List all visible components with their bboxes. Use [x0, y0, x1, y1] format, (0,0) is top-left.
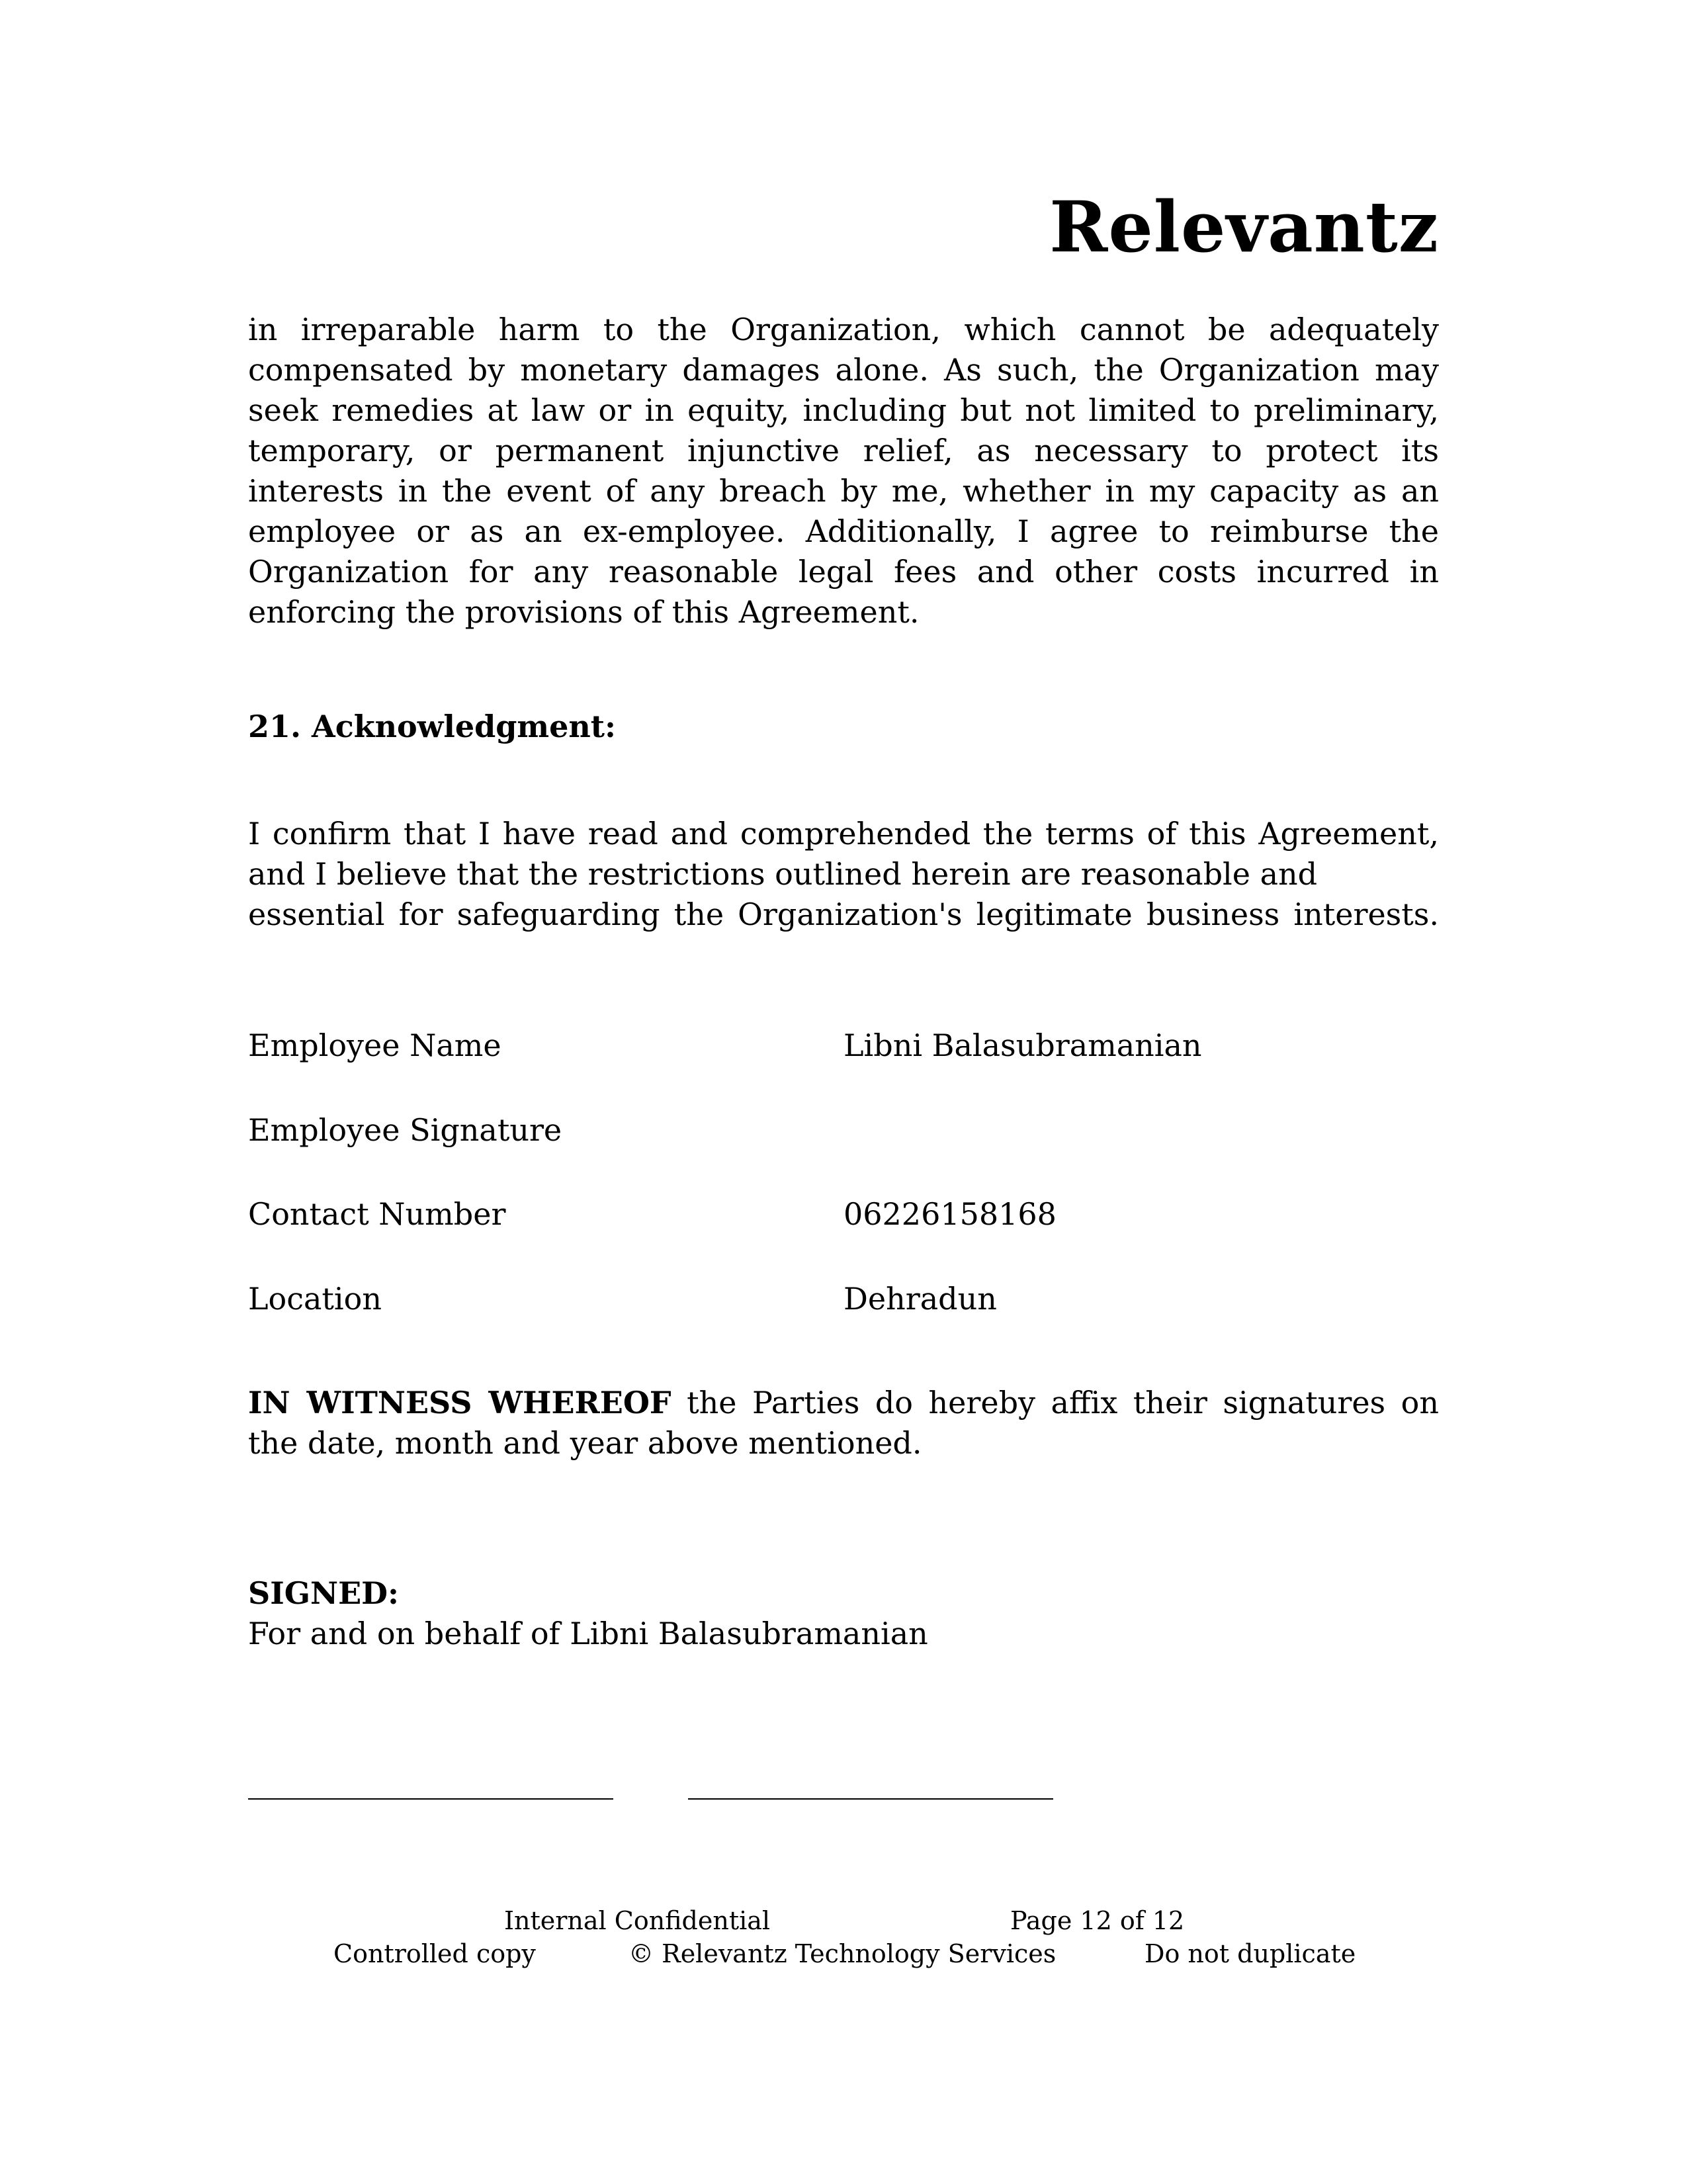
contact-number-row [248, 1194, 1439, 1235]
employee-name-label: Employee Name [248, 1027, 501, 1063]
acknowledgment-text-main: I confirm that I have read and comprehended the terms of this Agreement, and I believe that the restrictions outlined herein are reasonable and [248, 816, 1439, 892]
witness-paragraph [248, 1383, 1439, 1463]
signature-line-right [688, 1798, 1053, 1800]
acknowledgment-text-last: essential for safeguarding the Organization's legitimate business interests. [248, 896, 1439, 932]
footer-copy-status: Controlled copy [333, 1939, 536, 1968]
clause-continuation-paragraph: in irreparable harm to the Organization, which cannot be adequately compensated by monetary damages alone. As such, the Organization may seek remedies at law or in equity, including but not limited to preliminary, temporary, or permanent injunctive relief, as necessary to protect its interests in the event of any breach by me, whether in my capacity as an employee or as an ex-employee. Additionally, I agree to reimburse the Organization for any reasonable legal fees and other costs incurred in enforcing the provisions of this Agreement. [248, 312, 1439, 630]
contact-number-label: Contact Number [248, 1196, 506, 1232]
footer-classification: Internal Confidential [504, 1906, 771, 1935]
section-heading-acknowledgment: 21. Acknowledgment: [248, 709, 617, 744]
employee-name-value: Libni Balasubramanian [844, 1027, 1202, 1063]
witness-lead: IN WITNESS WHEREOF [248, 1385, 671, 1420]
footer-copyright: © Relevantz Technology Services [628, 1939, 1057, 1968]
location-label: Location [248, 1281, 382, 1317]
witness-text: the Parties do hereby affix their signatures on the date, month and year above mentioned. [248, 1385, 1439, 1461]
employee-signature-label: Employee Signature [248, 1112, 562, 1148]
acknowledgment-paragraph [248, 814, 1439, 935]
location-value: Dehradun [844, 1281, 997, 1317]
signature-line-left [248, 1798, 613, 1800]
employee-signature-row [248, 1110, 1439, 1151]
contact-number-value: 06226158168 [844, 1196, 1057, 1232]
footer-notice: Do not duplicate [1145, 1939, 1356, 1968]
company-brand-header: Relevantz [1049, 185, 1439, 268]
location-row [248, 1279, 1439, 1319]
footer-page-number: Page 12 of 12 [1010, 1906, 1185, 1935]
signed-block [248, 1573, 1439, 1654]
signed-behalf-text: For and on behalf of Libni Balasubramanian [248, 1616, 928, 1651]
signed-label: SIGNED: [248, 1575, 400, 1611]
employee-name-row [248, 1026, 1439, 1066]
